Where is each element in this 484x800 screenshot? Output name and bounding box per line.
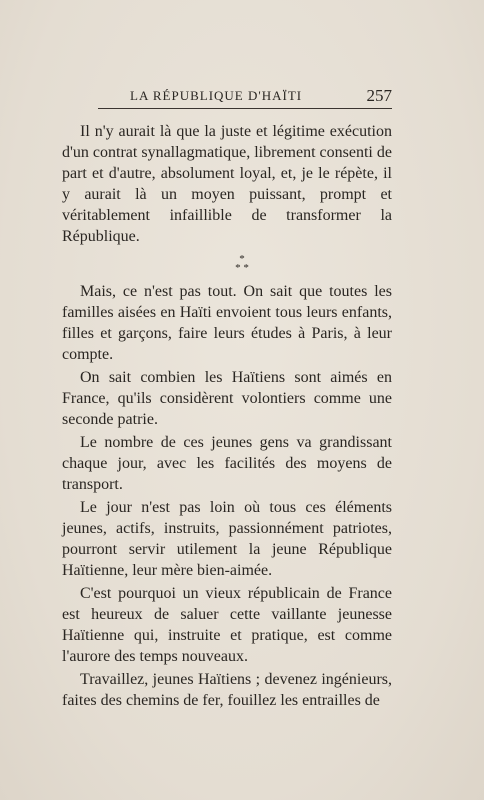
page-number: 257 bbox=[366, 86, 392, 105]
body-text bbox=[62, 121, 392, 713]
page-header bbox=[98, 86, 392, 106]
asterism-top: * bbox=[239, 253, 245, 265]
header-rule bbox=[98, 108, 392, 109]
section-break-asterism bbox=[62, 255, 392, 273]
paragraph-6: C'est pourquoi un vieux républicain de France est heureux de saluer cette vaillante jeunesse Haïtienne qui, instruite et pratique, est comme l'aurore des temps nouveaux. bbox=[62, 585, 392, 665]
running-title: LA RÉPUBLIQUE D'HAÏTI bbox=[130, 88, 303, 103]
paragraph-2: Mais, ce n'est pas tout. On sait que toutes les familles aisées en Haïti envoient tous leurs enfants, filles et garçons, faire leurs études à Paris, à leur compte. bbox=[62, 283, 392, 363]
paragraph-5: Le jour n'est pas loin où tous ces éléments jeunes, actifs, instruits, passionnément patriotes, pourront servir utilement la jeune République Haïtienne, leur mère bien-aimée. bbox=[62, 499, 392, 579]
asterism-bottom: * * bbox=[235, 262, 249, 274]
paragraph-4: Le nombre de ces jeunes gens va grandissant chaque jour, avec les facilités des moyens de transport. bbox=[62, 434, 392, 493]
paragraph-7: Travaillez, jeunes Haïtiens ; devenez ingénieurs, faites des chemins de fer, fouillez les entrailles de bbox=[62, 671, 392, 709]
paragraph-3: On sait combien les Haïtiens sont aimés en France, qu'ils considèrent volontiers comme une seconde patrie. bbox=[62, 369, 392, 428]
paragraph-1: Il n'y aurait là que la juste et légitime exécution d'un contrat synallagmatique, librement consenti de part et d'autre, absolument loyal, et, je le répète, il y aurait là un moyen puissant, prompt et véritablement infaillible de transformer la République. bbox=[62, 123, 392, 245]
